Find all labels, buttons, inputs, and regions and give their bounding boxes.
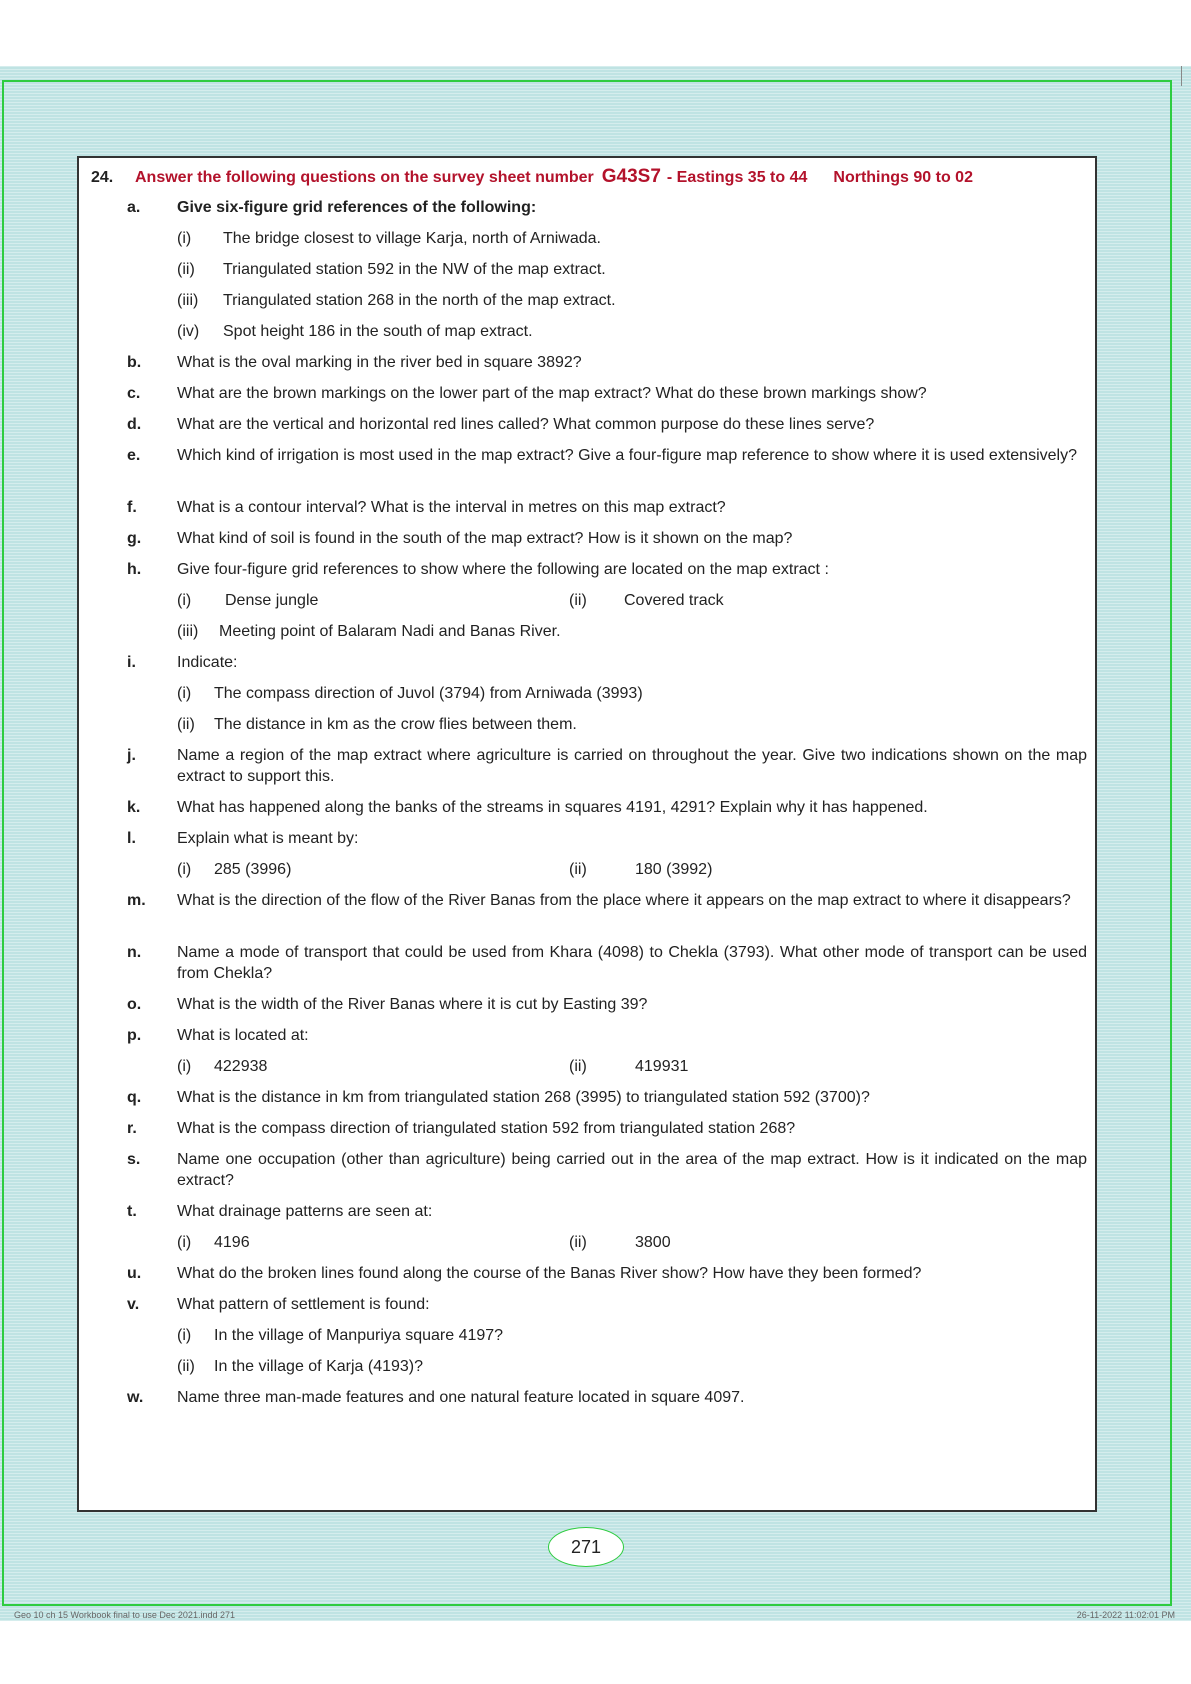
item-text: What is the oval marking in the river bed in square 3892? bbox=[177, 354, 582, 371]
roman-numeral: (i) bbox=[177, 230, 192, 247]
sub-item-text: 422938 bbox=[214, 1058, 268, 1075]
item-text: What is the compass direction of triangulated station 592 from triangulated station 268? bbox=[177, 1120, 796, 1137]
item-label: q. bbox=[127, 1089, 142, 1106]
sheet-code: G43S7 bbox=[601, 166, 661, 187]
item-label: b. bbox=[127, 354, 142, 371]
crop-mark bbox=[1181, 66, 1182, 86]
sub-item-text: Triangulated station 268 in the north of the map extract. bbox=[223, 292, 616, 309]
item-label: r. bbox=[127, 1120, 137, 1137]
item-text: What is the width of the River Banas where it is cut by Easting 39? bbox=[177, 996, 648, 1013]
roman-numeral: (iii) bbox=[177, 292, 199, 309]
item-label: g. bbox=[127, 530, 142, 547]
sub-item-text: Meeting point of Balaram Nadi and Banas River. bbox=[219, 623, 561, 640]
item-label: w. bbox=[127, 1389, 144, 1406]
item-label: l. bbox=[127, 830, 136, 847]
sub-item-text: In the village of Karja (4193)? bbox=[214, 1358, 424, 1375]
sub-item-text: Dense jungle bbox=[225, 592, 319, 609]
question-title: Answer the following questions on the survey sheet number bbox=[135, 169, 594, 186]
roman-numeral: (iii) bbox=[177, 623, 199, 640]
sub-item-text: Covered track bbox=[624, 592, 724, 609]
item-text: What are the vertical and horizontal red lines called? What common purpose do these lines serve? bbox=[177, 416, 875, 433]
item-text: Which kind of irrigation is most used in the map extract? Give a four-figure map reference to show where it is used extensively? bbox=[177, 447, 1077, 464]
item-text: What is a contour interval? What is the interval in metres on this map extract? bbox=[177, 499, 726, 516]
northings-range: Northings 90 to 02 bbox=[833, 169, 973, 186]
roman-numeral: (ii) bbox=[177, 1358, 195, 1375]
eastings-range: - Eastings 35 to 44 bbox=[666, 169, 808, 186]
roman-numeral: (i) bbox=[177, 1058, 192, 1075]
roman-numeral: (ii) bbox=[569, 1234, 587, 1251]
item-text: What is the direction of the flow of the River Banas from the place where it appears on the map extract to where it disappears? bbox=[177, 892, 1071, 909]
roman-numeral: (i) bbox=[177, 861, 192, 878]
item-text: Give four-figure grid references to show where the following are located on the map extract : bbox=[177, 561, 829, 578]
roman-numeral: (i) bbox=[177, 1234, 192, 1251]
item-text: What kind of soil is found in the south of the map extract? How is it shown on the map? bbox=[177, 530, 793, 547]
item-label: j. bbox=[127, 747, 136, 764]
item-text: What pattern of settlement is found: bbox=[177, 1296, 430, 1313]
footer-timestamp: 26-11-2022 11:02:01 PM bbox=[1076, 1610, 1175, 1620]
item-label: c. bbox=[127, 385, 141, 402]
item-label: d. bbox=[127, 416, 142, 433]
item-label: i. bbox=[127, 654, 136, 671]
question-number: 24. bbox=[91, 169, 114, 186]
roman-numeral: (i) bbox=[177, 1327, 192, 1344]
item-text: What are the brown markings on the lower part of the map extract? What do these brown markings show? bbox=[177, 385, 927, 402]
sub-item-text: The compass direction of Juvol (3794) from Arniwada (3993) bbox=[214, 685, 643, 702]
item-text: Name three man-made features and one natural feature located in square 4097. bbox=[177, 1389, 745, 1406]
roman-numeral: (ii) bbox=[569, 592, 587, 609]
sub-item-text: The distance in km as the crow flies between them. bbox=[214, 716, 577, 733]
item-text: What do the broken lines found along the course of the Banas River show? How have they been formed? bbox=[177, 1265, 922, 1282]
sub-item-text: 180 (3992) bbox=[635, 861, 713, 878]
item-text: Explain what is meant by: bbox=[177, 830, 359, 847]
item-label: p. bbox=[127, 1027, 142, 1044]
question-heading bbox=[91, 166, 973, 188]
sub-item-text: 3800 bbox=[635, 1234, 671, 1251]
footer-file-info: Geo 10 ch 15 Workbook final to use Dec 2021.indd 271 bbox=[14, 1610, 235, 1620]
roman-numeral: (ii) bbox=[569, 861, 587, 878]
item-text: Indicate: bbox=[177, 654, 238, 671]
item-label: t. bbox=[127, 1203, 137, 1220]
item-text: What is located at: bbox=[177, 1027, 309, 1044]
roman-numeral: (ii) bbox=[177, 261, 195, 278]
item-label: f. bbox=[127, 499, 137, 516]
sub-item-text: Triangulated station 592 in the NW of the map extract. bbox=[223, 261, 606, 278]
item-text: What has happened along the banks of the streams in squares 4191, 4291? Explain why it has happened. bbox=[177, 799, 928, 816]
item-text: What is the distance in km from triangulated station 268 (3995) to triangulated station 592 (3700)? bbox=[177, 1089, 870, 1106]
item-text: Give six-figure grid references of the following: bbox=[177, 199, 537, 216]
item-text: What drainage patterns are seen at: bbox=[177, 1203, 433, 1220]
item-label: m. bbox=[127, 892, 146, 909]
roman-numeral: (ii) bbox=[177, 716, 195, 733]
roman-numeral: (ii) bbox=[569, 1058, 587, 1075]
page-number: 271 bbox=[548, 1527, 624, 1567]
roman-numeral: (i) bbox=[177, 592, 192, 609]
item-label: a. bbox=[127, 199, 141, 216]
roman-numeral: (i) bbox=[177, 685, 192, 702]
sub-item-text: 4196 bbox=[214, 1234, 250, 1251]
item-label: s. bbox=[127, 1151, 141, 1168]
roman-numeral: (iv) bbox=[177, 323, 200, 340]
item-text: Name one occupation (other than agriculture) being carried out in the area of the map extract. How is it indicated on the map extract? bbox=[177, 1151, 1087, 1189]
question-panel bbox=[77, 156, 1097, 1512]
item-text: Name a mode of transport that could be used from Khara (4098) to Chekla (3793). What other mode of transport can be used from Chekla? bbox=[177, 944, 1087, 982]
item-label: o. bbox=[127, 996, 142, 1013]
item-label: n. bbox=[127, 944, 142, 961]
item-label: u. bbox=[127, 1265, 142, 1282]
item-label: k. bbox=[127, 799, 141, 816]
item-label: h. bbox=[127, 561, 142, 578]
sub-item-text: Spot height 186 in the south of map extract. bbox=[223, 323, 533, 340]
sub-item-text: 419931 bbox=[635, 1058, 689, 1075]
sub-item-text: In the village of Manpuriya square 4197? bbox=[214, 1327, 504, 1344]
sub-item-text: 285 (3996) bbox=[214, 861, 292, 878]
item-label: v. bbox=[127, 1296, 140, 1313]
sub-item-text: The bridge closest to village Karja, north of Arniwada. bbox=[223, 230, 601, 247]
item-label: e. bbox=[127, 447, 141, 464]
item-text: Name a region of the map extract where agriculture is carried on throughout the year. Give two indications shown on the map extract to support this. bbox=[177, 747, 1087, 785]
